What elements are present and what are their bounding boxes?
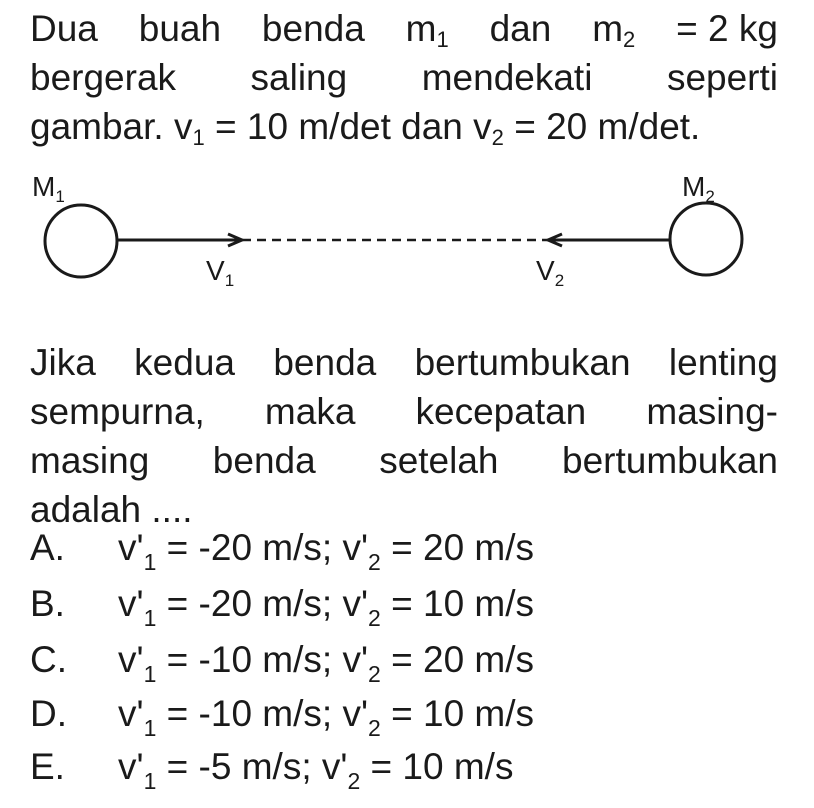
- intro-line-2: [30, 53, 778, 102]
- mass-2-symbol: $m_2$: [592, 8, 636, 52]
- word: kecepatan: [415, 391, 587, 432]
- answer-option-a[interactable]: [30, 527, 535, 575]
- word: Dua: [30, 8, 98, 49]
- mass-1-circle: [45, 205, 117, 277]
- intro-line-1: [30, 4, 778, 53]
- option-letter: D.: [30, 693, 67, 734]
- word: sempurna,: [30, 391, 205, 432]
- word: lenting: [668, 342, 778, 383]
- question-line-2: [30, 387, 778, 436]
- word: maka: [264, 391, 356, 432]
- mass-2-label: $M_2$: [682, 171, 715, 206]
- option-text: $v'_1 = -10$ m/s; $v'_2 = 20$ m/s: [118, 639, 535, 687]
- intro-line-3: gambar. $v_1 = 10$ m/det dan $v_2 = 20$ m/det.: [30, 106, 701, 150]
- option-text: $v'_1 = -5$ m/s; $v'_2 = 10$ m/s: [118, 746, 514, 794]
- word: mendekati: [421, 57, 593, 98]
- word: dan: [489, 8, 552, 49]
- word: benda: [212, 440, 316, 481]
- answer-option-c[interactable]: [30, 639, 535, 687]
- word: bertumbukan: [414, 342, 631, 383]
- option-text: $v'_1 = -20$ m/s; $v'_2 = 20$ m/s: [118, 527, 535, 575]
- word: benda: [261, 8, 365, 49]
- v1-symbol: $v_1$: [173, 106, 205, 150]
- mass-2-circle: [670, 203, 742, 275]
- option-letter: A.: [30, 527, 65, 568]
- word: saling: [250, 57, 348, 98]
- question-line-4: adalah ....: [30, 489, 193, 530]
- option-letter: B.: [30, 583, 65, 624]
- word: masing-: [646, 391, 778, 432]
- velocity-2-label: $V_2$: [536, 255, 565, 290]
- word: bergerak: [30, 57, 177, 98]
- word: benda: [273, 342, 377, 383]
- word: Jika: [30, 342, 96, 383]
- word: kedua: [134, 342, 235, 383]
- option-text: $v'_1 = -20$ m/s; $v'_2 = 10$ m/s: [118, 583, 535, 631]
- option-letter: E.: [30, 746, 65, 787]
- option-text: $v'_1 = -10$ m/s; $v'_2 = 10$ m/s: [118, 693, 535, 741]
- answer-option-b[interactable]: [30, 583, 535, 631]
- question-line-3: [30, 436, 778, 485]
- question-line-1: [30, 338, 778, 387]
- word: buah: [138, 8, 222, 49]
- answer-option-e[interactable]: [30, 746, 514, 794]
- word: masing: [30, 440, 150, 481]
- collision-diagram: [30, 158, 790, 308]
- problem-intro: [30, 4, 778, 151]
- problem-question: [30, 338, 778, 534]
- word: bertumbukan: [562, 440, 778, 481]
- answer-option-d[interactable]: [30, 693, 535, 741]
- word: setelah: [379, 440, 499, 481]
- word: seperti: [666, 57, 778, 98]
- mass-1-symbol: $m_1$: [405, 8, 449, 52]
- velocity-1-label: $V_1$: [206, 255, 235, 290]
- option-letter: C.: [30, 639, 67, 680]
- mass-value: = 2 kg: [676, 8, 778, 49]
- mass-1-label: $M_1$: [32, 171, 65, 206]
- v2-symbol: $v_2$: [473, 106, 504, 150]
